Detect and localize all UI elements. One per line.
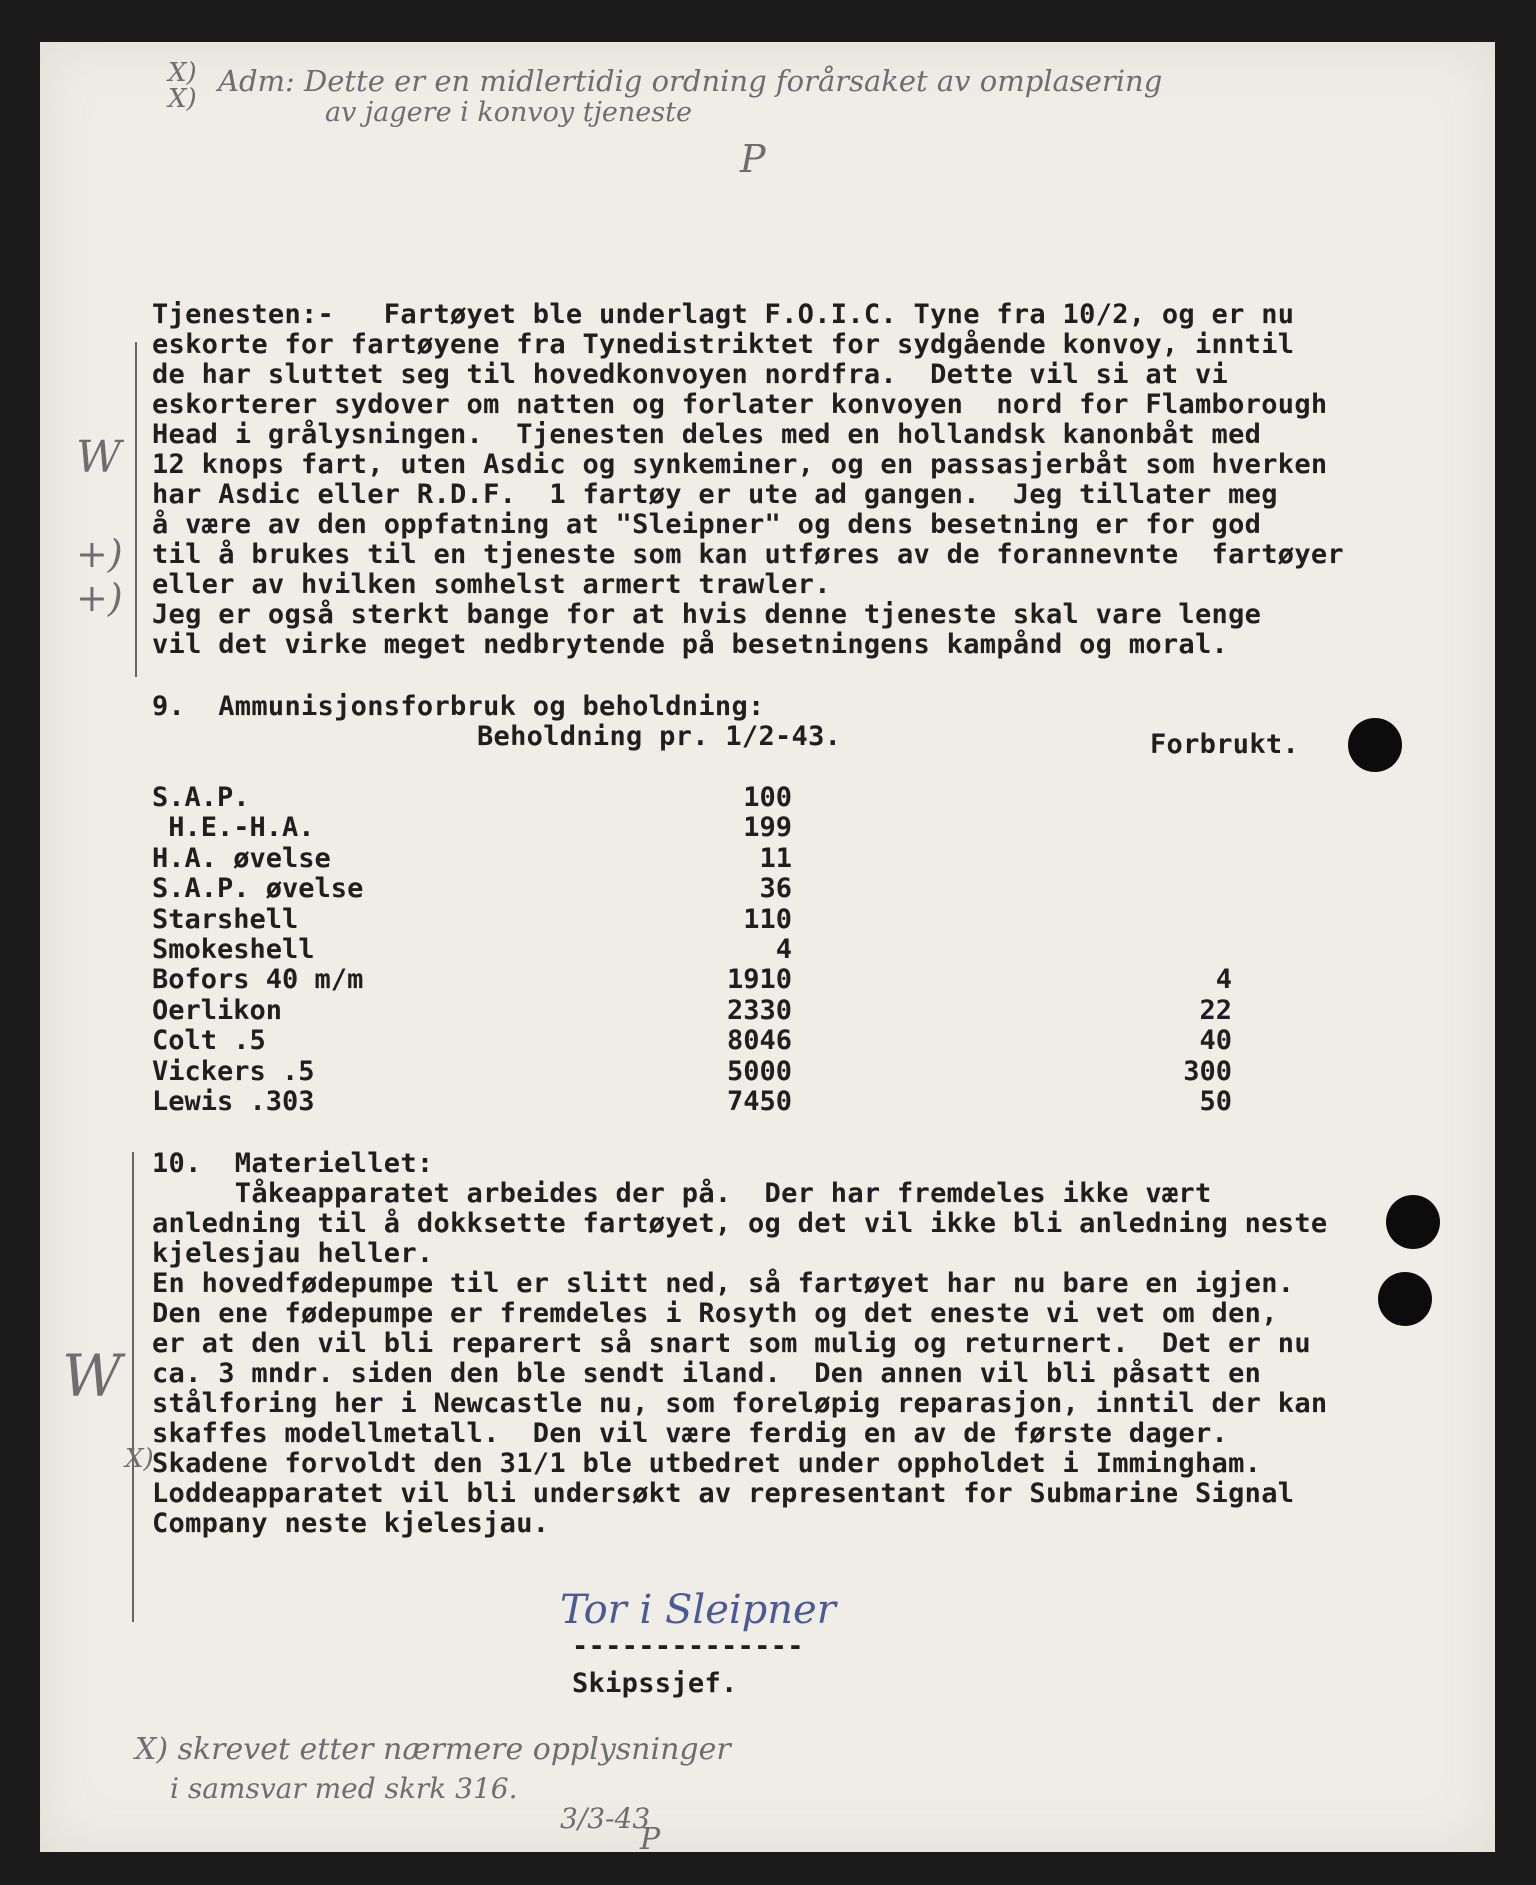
ammo-used: 40 <box>1199 1025 1232 1057</box>
materiel-line: Tåkeapparatet arbeides der på. Der har fremdeles ikke vært <box>152 1178 1212 1209</box>
service-line: de har sluttet seg til hovedkonvoyen nordfra. Dette vil si at vi <box>152 359 1229 390</box>
bottom-note-line1: X) skrevet etter nærmere opplysninger <box>135 1732 731 1767</box>
service-line: å være av den oppfatning at "Sleipner" og dens besetning er for god <box>152 509 1262 540</box>
bottom-note-line2: i samsvar med skrk 316. <box>170 1772 518 1805</box>
materiel-line: anledning til å dokksette fartøyet, og det vil ikke bli anledning neste <box>152 1208 1328 1239</box>
materiel-line: Company neste kjelesjau. <box>152 1508 550 1539</box>
bottom-date: 3/3-43 <box>560 1802 651 1835</box>
service-line: eskorte for fartøyene fra Tynedistriktet for sydgående konvoy, inntil <box>152 329 1295 360</box>
ammo-used: 4 <box>1215 964 1232 996</box>
annotation-initial: P <box>740 137 766 181</box>
punch-hole <box>1378 1272 1432 1326</box>
ammo-used: 50 <box>1199 1086 1232 1117</box>
ammo-row <box>152 1056 1302 1086</box>
service-line: Jeg er også sterkt bange for at hvis denne tjeneste skal vare lenge <box>152 599 1262 630</box>
margin-bracket <box>135 342 137 677</box>
margin-x-mark: X) <box>125 1444 154 1474</box>
ammo-row <box>152 904 1302 934</box>
ammo-item: Starshell <box>152 903 299 935</box>
punch-hole <box>1386 1195 1440 1249</box>
ammo-holding: 8046 <box>726 1025 792 1057</box>
ammo-holding: 11 <box>759 842 792 874</box>
margin-w-mark: W <box>76 432 122 483</box>
service-line: vil det virke meget nedbrytende på besetningens kampånd og moral. <box>152 629 1229 660</box>
service-line: eller av hvilken somhelst armert trawler. <box>152 569 831 600</box>
ammo-row <box>152 843 1302 873</box>
ammo-holding: 7450 <box>726 1086 792 1117</box>
ammo-holding: 100 <box>743 782 792 813</box>
materiel-line: er at den vil bli reparert så snart som mulig og returnert. Det er nu <box>152 1328 1311 1359</box>
ammo-holding: 5000 <box>726 1055 792 1087</box>
ammo-item: Vickers .5 <box>152 1055 315 1087</box>
margin-plus-marks: +) +) <box>76 532 123 620</box>
ammo-holding: 199 <box>743 812 792 844</box>
service-line: Tjenesten:- Fartøyet ble underlagt F.O.I.C. Tyne fra 10/2, og er nu <box>152 299 1295 330</box>
signature-title: Skipssjef. <box>572 1668 738 1699</box>
signature-dashes: -------------- <box>572 1631 804 1662</box>
ammo-item: S.A.P. <box>152 782 250 813</box>
service-line: har Asdic eller R.D.F. 1 fartøy er ute ad gangen. Jeg tillater meg <box>152 479 1278 510</box>
ammo-item: Oerlikon <box>152 994 283 1026</box>
ammo-heading: 9. Ammunisjonsforbruk og beholdning: <box>152 691 765 722</box>
materiel-line: ca. 3 mndr. siden den ble sendt iland. Den annen vil bli påsatt en <box>152 1358 1262 1389</box>
ammo-row <box>152 1086 1302 1116</box>
margin-bracket <box>132 1152 134 1622</box>
ammo-holding: 1910 <box>726 964 792 996</box>
ammo-row <box>152 995 1302 1025</box>
signature-handwritten: Tor i Sleipner <box>560 1587 836 1633</box>
ammo-col-holding: Beholdning pr. 1/2-43. <box>477 721 842 752</box>
punch-hole <box>1348 718 1402 772</box>
ammo-row <box>152 934 1302 964</box>
materiel-line: stålforing her i Newcastle nu, som foreløpig reparasjon, inntil der kan <box>152 1388 1328 1419</box>
ammo-item: Colt .5 <box>152 1025 266 1057</box>
bottom-initial: P <box>640 1822 661 1857</box>
ammo-row <box>152 782 1302 812</box>
materiel-line: Skadene forvoldt den 31/1 ble utbedret under oppholdet i Immingham. <box>152 1448 1262 1479</box>
materiel-line: Den ene fødepumpe er fremdeles i Rosyth og det eneste vi vet om den, <box>152 1298 1278 1329</box>
ammo-holding: 2330 <box>726 994 792 1026</box>
ammo-holding: 4 <box>775 934 792 965</box>
annotation-note-line1: Adm: Dette er en midlertidig ordning forårsaket av omplasering <box>218 64 1163 98</box>
annotation-note-line2: av jagere i konvoy tjeneste <box>325 97 692 128</box>
ammo-row <box>152 812 1302 842</box>
materiel-line: skaffes modellmetall. Den vil være ferdig en av de første dager. <box>152 1418 1229 1449</box>
ammo-used: 22 <box>1199 994 1232 1026</box>
ammo-item: S.A.P. øvelse <box>152 873 364 905</box>
materiel-line: kjelesjau heller. <box>152 1238 434 1269</box>
service-line: Head i grålysningen. Tjenesten deles med en hollandsk kanonbåt med <box>152 419 1262 450</box>
ammo-item: H.A. øvelse <box>152 842 331 874</box>
margin-w-mark: W <box>62 1342 122 1410</box>
ammo-item: H.E.-H.A. <box>152 812 315 844</box>
ammo-row <box>152 873 1302 903</box>
ammo-holding: 110 <box>743 903 792 935</box>
document-page <box>40 42 1495 1857</box>
service-line: eskorterer sydover om natten og forlater konvoyen nord for Flamborough <box>152 389 1328 420</box>
ammo-item: Smokeshell <box>152 934 315 965</box>
ammo-used: 300 <box>1183 1055 1232 1087</box>
ammo-item: Lewis .303 <box>152 1086 315 1117</box>
ammo-col-used: Forbrukt. <box>1150 729 1299 760</box>
ammo-holding: 36 <box>759 873 792 905</box>
ammo-row <box>152 964 1302 994</box>
materiel-heading: 10. Materiellet: <box>152 1148 434 1179</box>
service-line: til å brukes til en tjeneste som kan utføres av de forannevnte fartøyer <box>152 539 1344 570</box>
materiel-line: Loddeapparatet vil bli undersøkt av representant for Submarine Signal <box>152 1478 1295 1509</box>
annotation-marks: X) X) <box>168 58 197 114</box>
ammo-item: Bofors 40 m/m <box>152 964 364 996</box>
ammo-row <box>152 1025 1302 1055</box>
service-line: 12 knops fart, uten Asdic og synkeminer, og en passasjerbåt som hverken <box>152 449 1328 480</box>
materiel-line: En hovedfødepumpe til er slitt ned, så fartøyet har nu bare en igjen. <box>152 1268 1295 1299</box>
